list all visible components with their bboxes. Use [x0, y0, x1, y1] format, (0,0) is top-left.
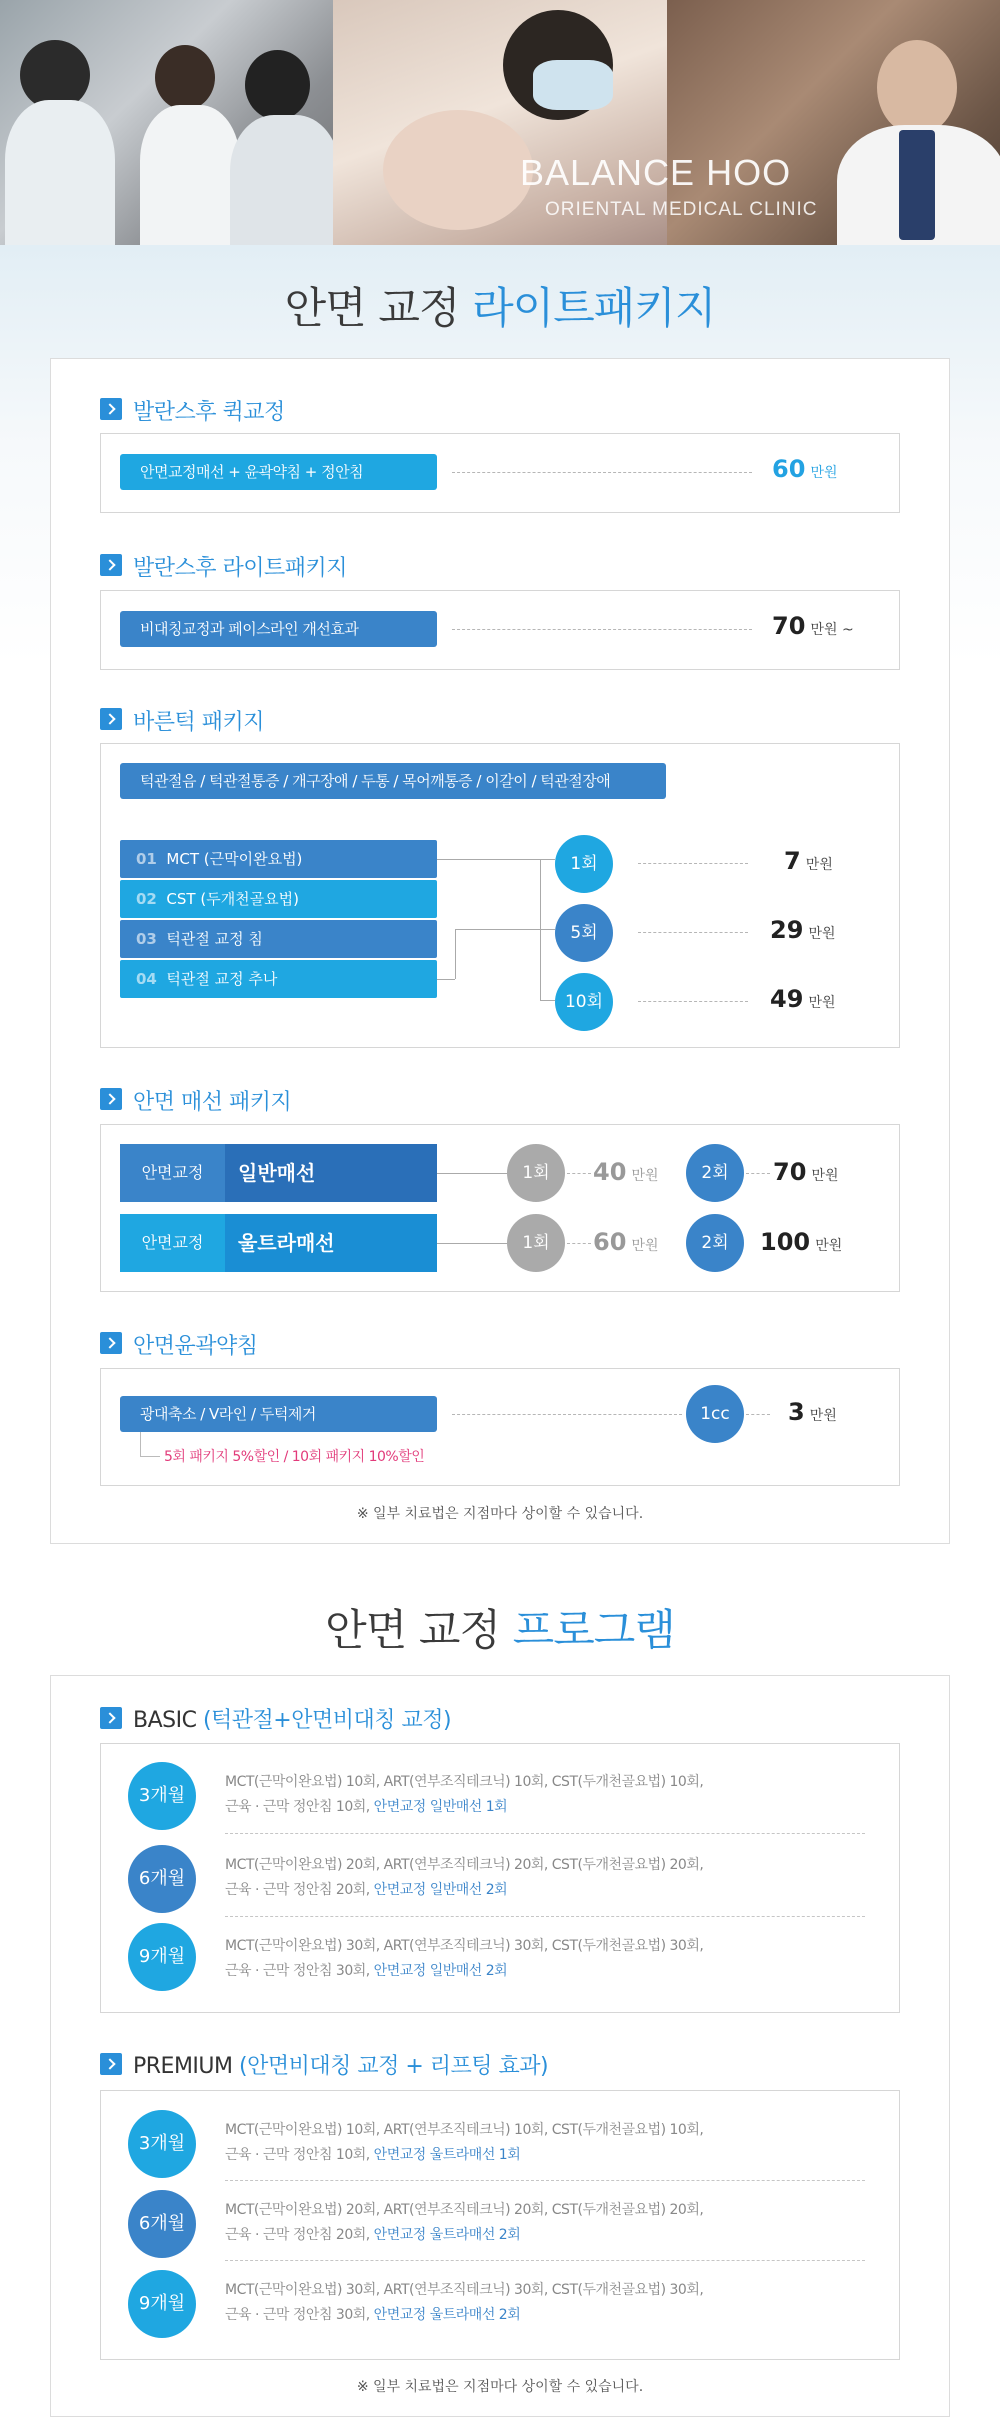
- connector-line: [437, 979, 455, 980]
- thread-name: 일반매선: [238, 1161, 316, 1185]
- section-heading-lite: 발란스후 라이트패키지: [133, 556, 348, 581]
- chevron-right-icon: [100, 398, 122, 420]
- dotted-leader: [452, 1414, 682, 1415]
- connector-line: [540, 1000, 555, 1001]
- months-circle: 6개월: [128, 1845, 196, 1913]
- tmj-price: 49 만원: [770, 985, 836, 1013]
- contour-discount: 5회 패키지 5%할인 / 10회 패키지 10%할인: [164, 1449, 425, 1465]
- session-circle: 5회: [555, 904, 613, 962]
- session-circle: 1회: [555, 835, 613, 893]
- brand-name: BALANCE HOO: [520, 152, 792, 193]
- dotted-leader: [638, 932, 748, 933]
- connector-line: [140, 1456, 160, 1457]
- dotted-leader: [746, 1173, 770, 1174]
- quick-item: 안면교정매선 + 윤곽약침 + 정안침: [120, 454, 437, 490]
- chevron-right-icon: [100, 2053, 122, 2075]
- months-circle: 3개월: [128, 1762, 196, 1830]
- light-package-title: 안면 교정 라이트패키지: [284, 284, 716, 334]
- chevron-right-icon: [100, 1707, 122, 1729]
- program-note: ※ 일부 치료법은 지점마다 상이할 수 있습니다.: [356, 2379, 644, 2395]
- thread-price-1: 60 만원: [593, 1228, 659, 1256]
- tmj-item-3: 03 턱관절 교정 침: [120, 920, 437, 958]
- session-circle: 10회: [555, 973, 613, 1031]
- tmj-item-4: 04 턱관절 교정 추나: [120, 960, 437, 998]
- thread-price-2: 100 만원: [760, 1228, 843, 1256]
- session-circle: 1회: [507, 1144, 565, 1202]
- contour-price: 3 만원: [788, 1398, 837, 1426]
- tmj-price: 29 만원: [770, 916, 836, 944]
- program-detail: MCT(근막이완요법) 30회, ART(연부조직테크닉) 30회, CST(두개천골요법) 30회, 근육 · 근막 정안침 30회, 안면교정 일반매선 2회: [225, 1938, 704, 1979]
- lite-item: 비대칭교정과 페이스라인 개선효과: [120, 611, 437, 647]
- program-detail: MCT(근막이완요법) 20회, ART(연부조직테크닉) 20회, CST(두개천골요법) 20회, 근육 · 근막 정안침 20회, 안면교정 일반매선 2회: [225, 1857, 704, 1898]
- quick-price: 60 만원: [772, 455, 838, 483]
- hero-banner: [0, 0, 1000, 245]
- months-circle: 3개월: [128, 2110, 196, 2178]
- connector-line: [437, 859, 555, 860]
- program-detail: MCT(근막이완요법) 30회, ART(연부조직테크닉) 30회, CST(두개천골요법) 30회, 근육 · 근막 정안침 30회, 안면교정 울트라매선 2회: [225, 2282, 704, 2323]
- tmj-symptoms: 턱관절음 / 턱관절통증 / 개구장애 / 두통 / 목어깨통증 / 이갈이 / 턱관절장애: [120, 763, 666, 799]
- thread-price-2: 70 만원: [773, 1158, 839, 1186]
- hero-photo-consultation: [0, 0, 333, 245]
- program-detail: MCT(근막이완요법) 10회, ART(연부조직테크닉) 10회, CST(두개천골요법) 10회, 근육 · 근막 정안침 10회, 안면교정 울트라매선 1회: [225, 2122, 704, 2163]
- dotted-leader: [452, 629, 752, 630]
- chevron-right-icon: [100, 1332, 122, 1354]
- session-circle: 2회: [686, 1214, 744, 1272]
- row-divider: [225, 1916, 865, 1917]
- program-detail: MCT(근막이완요법) 20회, ART(연부조직테크닉) 20회, CST(두개천골요법) 20회, 근육 · 근막 정안침 20회, 안면교정 울트라매선 2회: [225, 2202, 704, 2243]
- thread-tag: 안면교정: [120, 1144, 225, 1202]
- row-divider: [225, 1833, 865, 1834]
- row-divider: [225, 2180, 865, 2181]
- dotted-leader: [638, 1001, 748, 1002]
- dotted-leader: [567, 1243, 591, 1244]
- tmj-price: 7 만원: [784, 847, 833, 875]
- contour-item: 광대축소 / V라인 / 두턱제거: [120, 1396, 437, 1432]
- thread-name: 울트라매선: [238, 1231, 335, 1255]
- tmj-item-1: 01 MCT (근막이완요법): [120, 840, 437, 878]
- thread-price-1: 40 만원: [593, 1158, 659, 1186]
- program-detail: MCT(근막이완요법) 10회, ART(연부조직테크닉) 10회, CST(두개천골요법) 10회, 근육 · 근막 정안침 10회, 안면교정 일반매선 1회: [225, 1774, 704, 1815]
- months-circle: 9개월: [128, 1923, 196, 1991]
- dose-circle: 1cc: [686, 1385, 744, 1443]
- chevron-right-icon: [100, 554, 122, 576]
- connector-line: [455, 929, 456, 979]
- connector-line: [437, 1243, 507, 1244]
- dotted-leader: [567, 1173, 591, 1174]
- section-heading-tmj: 바른턱 패키지: [133, 710, 265, 735]
- section-heading-thread: 안면 매선 패키지: [133, 1090, 292, 1115]
- session-circle: 1회: [507, 1214, 565, 1272]
- brand-subtitle: ORIENTAL MEDICAL CLINIC: [545, 199, 818, 220]
- tmj-item-2: 02 CST (두개천골요법): [120, 880, 437, 918]
- dotted-leader: [746, 1414, 770, 1415]
- lite-price: 70 만원 ~: [772, 612, 854, 640]
- connector-line: [540, 859, 541, 1000]
- chevron-right-icon: [100, 1088, 122, 1110]
- months-circle: 6개월: [128, 2190, 196, 2258]
- thread-row-2: [120, 1214, 437, 1272]
- light-note: ※ 일부 치료법은 지점마다 상이할 수 있습니다.: [356, 1506, 644, 1522]
- chevron-right-icon: [100, 708, 122, 730]
- dotted-leader: [638, 863, 748, 864]
- dotted-leader: [452, 472, 752, 473]
- section-heading-contour: 안면윤곽약침: [133, 1334, 258, 1359]
- session-circle: 2회: [686, 1144, 744, 1202]
- connector-line: [437, 1173, 507, 1174]
- program-title: 안면 교정 프로그램: [325, 1606, 675, 1656]
- connector-line: [140, 1432, 141, 1456]
- section-heading-premium: PREMIUM (안면비대칭 교정 + 리프팅 효과): [133, 2054, 549, 2079]
- thread-tag: 안면교정: [120, 1214, 225, 1272]
- section-heading-quick: 발란스후 퀵교정: [133, 400, 285, 425]
- thread-row-1: [120, 1144, 437, 1202]
- section-heading-basic: BASIC (턱관절+안면비대칭 교정): [133, 1708, 452, 1733]
- months-circle: 9개월: [128, 2270, 196, 2338]
- row-divider: [225, 2260, 865, 2261]
